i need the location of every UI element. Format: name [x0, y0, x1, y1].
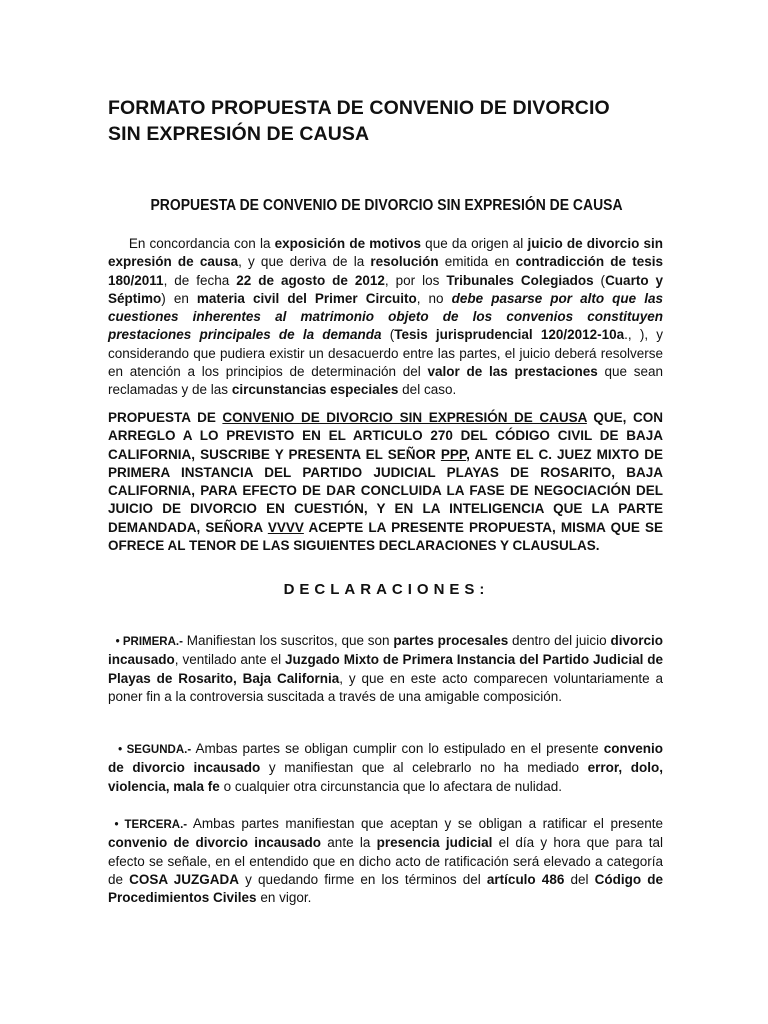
intro-emphasis: contradicción de tesis 180/2011 — [108, 254, 663, 288]
intro-emphasis: Tesis jurisprudencial 120/2012-10a — [394, 327, 625, 343]
document-title — [108, 95, 688, 147]
intro-emphasis: 22 de agosto de 2012 — [236, 272, 385, 288]
intro-paragraph — [108, 235, 663, 400]
intro-text: , de fecha — [163, 272, 237, 288]
intro-text: ) en — [161, 290, 197, 306]
intro-emphasis: juicio de divorcio sin expresión de causa — [108, 236, 663, 270]
intro-text: ., ), y considerando que pudiera existir un desacuerdo entre las partes, el juicio deberá resolverse en atención a los principios de determinación del — [108, 327, 664, 380]
declaration-text: , ventilado ante el — [174, 652, 286, 668]
declaration-text: del — [564, 871, 595, 887]
intro-text: , y que deriva de la — [238, 254, 371, 270]
declaration-text: o cualquier otra circunstancia que lo afectara de nulidad. — [219, 778, 563, 794]
intro-text: emitida en — [438, 254, 516, 270]
declaration-text: Manifiestan los suscritos, que son — [182, 633, 394, 648]
intro-emphasis: materia civil del Primer Circuito — [196, 290, 417, 306]
declaration-emphasis: COSA JUZGADA — [129, 871, 240, 887]
declaration-text: , y que en este acto comparecen voluntariamente a poner fin a la controversia suscitada a través de una amigable composición. — [108, 670, 663, 704]
intro-text: que da origen al — [421, 236, 528, 251]
declaration-emphasis: divorcio incausado — [108, 633, 663, 668]
declaration-emphasis: error, dolo, violencia, mala fe — [108, 760, 663, 794]
declaration-emphasis: convenio de divorcio incausado — [108, 741, 663, 776]
proposal-text: ACEPTE LA PRESENTE PROPUESTA, MISMA QUE SE OFRECE AL TENOR DE LAS SIGUIENTES DECLARACIONES Y CLAUSULAS. — [108, 519, 663, 554]
declaration-text: y manifiestan que al celebrarlo no ha mediado — [260, 760, 588, 776]
declaration-primera — [108, 632, 663, 706]
proposal-text: , ANTE EL C. JUEZ MIXTO DE PRIMERA INSTANCIA DEL PARTIDO JUDICIAL PLAYAS DE ROSARITO, BAJA CALIFORNIA, PARA EFECTO DE DAR CONCLUIDA LA FASE DE NEGOCIACIÓN DEL JUICIO DE DIVORCIO EN CUESTIÓN, Y EN LA INTELIGENCIA QUE LA PARTE DEMANDADA, SEÑORA — [108, 446, 663, 535]
intro-emphasis: resolución — [370, 254, 439, 270]
intro-emphasis: Cuarto y Séptimo — [108, 272, 664, 306]
declaration-label: • TERCERA.- — [114, 819, 188, 831]
proposal-text: QUE, CON ARREGLO A LO PREVISTO EN EL ARTICULO 270 DEL CÓDIGO CIVIL DE BAJA CALIFORNIA, SUSCRIBE Y PRESENTA EL SEÑOR — [108, 410, 663, 462]
document-subtitle: PROPUESTA DE CONVENIO DE DIVORCIO SIN EXPRESIÓN DE CAUSA — [150, 197, 623, 214]
intro-text: del caso. — [398, 382, 457, 398]
declaration-emphasis: Código de Procedimientos Civiles — [108, 871, 663, 906]
declaration-text: Ambas partes manifiestan que aceptan y se obligan a ratificar el presente — [187, 816, 663, 831]
declaration-text: el día y hora que para tal efecto se señale, en el entendido que en dicho acto de ratificación será elevado a categoría de — [108, 835, 663, 887]
intro-emphasis: exposición de motivos — [274, 236, 422, 251]
declaration-text: en vigor. — [256, 890, 312, 906]
declaration-text: Ambas partes se obligan cumplir con lo estipulado en el presente — [191, 741, 604, 756]
proposal-paragraph — [108, 409, 663, 555]
declaration-emphasis: presencia judicial — [376, 835, 493, 851]
proposal-underlined: VVVV — [267, 519, 304, 535]
intro-bold-italic: debe pasarse por alto que las cuestiones inherentes al matrimonio objeto de los convenios constituyen prestaciones principales de la demanda — [108, 290, 663, 343]
declaration-segunda — [108, 740, 663, 796]
declaration-emphasis: artículo 486 — [486, 871, 565, 887]
intro-text: En concordancia con la — [128, 236, 275, 251]
document-title-line-1: FORMATO PROPUESTA DE CONVENIO DE DIVORCIO — [108, 97, 610, 119]
proposal-underlined: CONVENIO DE DIVORCIO SIN EXPRESIÓN DE CAUSA — [222, 410, 587, 425]
intro-text: que sean reclamadas y de las — [108, 364, 663, 398]
proposal-underlined: PPP — [440, 446, 467, 462]
declaration-text: dentro del juicio — [508, 633, 611, 648]
declarations-heading: DECLARACIONES: — [283, 581, 490, 598]
declaration-emphasis: partes procesales — [393, 633, 509, 648]
intro-text: , por los — [384, 272, 447, 288]
declaration-emphasis: Juzgado Mixto de Primera Instancia del Partido Judicial de Playas de Rosarito, Baja California — [108, 652, 663, 686]
declaration-text: y quedando firme en los términos del — [239, 871, 487, 887]
declaration-tercera — [108, 815, 663, 907]
intro-emphasis: Tribunales Colegiados — [446, 272, 594, 288]
intro-text: , no — [416, 290, 452, 306]
intro-text: ( — [381, 327, 395, 343]
intro-text: ( — [593, 272, 606, 288]
declaration-label: • PRIMERA.- — [115, 636, 183, 648]
intro-emphasis: circunstancias especiales — [231, 382, 399, 398]
declaration-emphasis: convenio de divorcio incausado — [108, 835, 322, 851]
declaration-text: ante la — [321, 835, 377, 851]
declaration-label: • SEGUNDA.- — [118, 744, 192, 756]
proposal-text: PROPUESTA DE — [108, 410, 223, 425]
document-title-line-2: SIN EXPRESIÓN DE CAUSA — [108, 123, 370, 145]
intro-emphasis: valor de las prestaciones — [427, 364, 598, 380]
